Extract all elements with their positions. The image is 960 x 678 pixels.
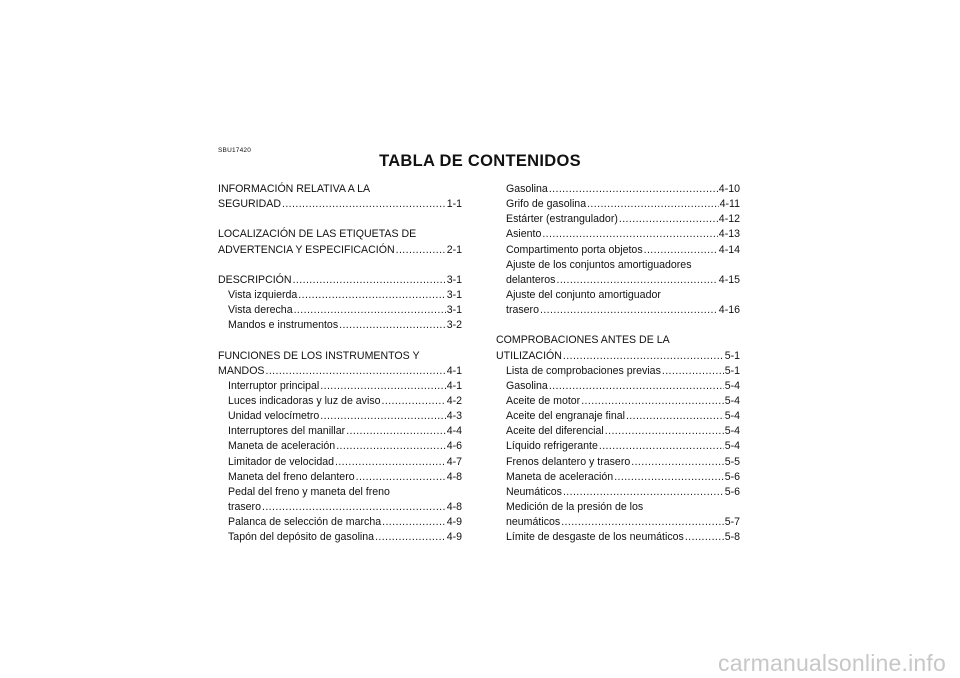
toc-entry-title: Asiento xyxy=(506,228,542,241)
toc-entry-title: Maneta de aceleración xyxy=(228,440,336,453)
toc-dot-leader xyxy=(339,318,446,333)
toc-subentry xyxy=(218,530,462,545)
toc-entry-title: Neumáticos xyxy=(506,485,562,498)
toc-entry-title: Gasolina xyxy=(506,183,548,195)
toc-subentry xyxy=(496,379,740,394)
toc-entry xyxy=(218,243,462,258)
toc-dot-leader xyxy=(294,303,446,318)
toc-entry-title: Palanca de selección de marcha xyxy=(228,516,382,529)
toc-entry-title: Medición de la presión de los xyxy=(506,500,644,513)
toc-dot-leader xyxy=(626,409,724,424)
toc-page-number: 4-8 xyxy=(446,500,462,513)
toc-entry-title: neumáticos xyxy=(506,516,561,529)
toc-entry-title: Lista de comprobaciones previas xyxy=(506,364,661,377)
toc-dot-leader xyxy=(375,530,446,545)
toc-dot-leader xyxy=(662,364,724,379)
page-title: TABLA DE CONTENIDOS xyxy=(379,152,581,170)
toc-dot-leader xyxy=(335,455,446,470)
toc-page-number: 4-8 xyxy=(446,470,462,483)
toc-dot-leader xyxy=(282,197,446,212)
toc-dot-leader xyxy=(685,530,724,545)
toc-entry xyxy=(496,349,740,364)
toc-entry-title: Aceite del diferencial xyxy=(506,425,604,438)
toc-subentry xyxy=(218,455,462,470)
toc-subentry xyxy=(218,515,462,530)
toc-subentry xyxy=(496,273,740,288)
toc-page-number: 4-2 xyxy=(446,394,462,407)
toc-page-number: 5-1 xyxy=(724,349,740,362)
toc-entry-title: trasero xyxy=(228,500,261,513)
toc-subentry xyxy=(496,424,740,439)
toc-subentry xyxy=(496,288,740,303)
toc-dot-leader xyxy=(549,379,724,394)
toc-entry-title: Grifo de gasolina xyxy=(506,198,587,211)
toc-entry-title: Interruptor principal xyxy=(228,379,320,392)
toc-page-number: 5-4 xyxy=(724,410,740,423)
toc-dot-leader xyxy=(587,197,718,212)
toc-subentry xyxy=(496,258,740,273)
toc-dot-leader xyxy=(293,273,446,288)
toc-entry-title: LOCALIZACIÓN DE LAS ETIQUETAS DE xyxy=(218,228,417,241)
toc-page-number: 4-6 xyxy=(446,440,462,453)
toc-entry-title: COMPROBACIONES ANTES DE LA xyxy=(496,334,670,347)
toc-subentry xyxy=(496,243,740,258)
toc-dot-leader xyxy=(556,273,717,288)
toc-subentry xyxy=(496,485,740,500)
toc-dot-leader xyxy=(298,288,445,303)
toc-page-number: 4-10 xyxy=(718,183,740,195)
watermark xyxy=(0,650,960,677)
toc-entry-title: SEGURIDAD xyxy=(218,198,281,211)
toc-entry-title: Ajuste de los conjuntos amortiguadores xyxy=(506,258,692,271)
toc-entry-title: Interruptores del manillar xyxy=(228,425,346,438)
toc-subentry xyxy=(496,227,740,242)
toc-entry-title: Limitador de velocidad xyxy=(228,455,334,468)
toc-entry-title: Maneta del freno delantero xyxy=(228,470,355,483)
toc-dot-leader xyxy=(542,227,717,242)
toc-entry-title: Mandos e instrumentos xyxy=(228,319,339,332)
toc-dot-leader xyxy=(356,470,446,485)
toc-page-number: 5-4 xyxy=(724,379,740,392)
toc-page-number: 3-1 xyxy=(446,288,462,301)
toc-spacer xyxy=(218,258,462,273)
toc-page-number: 5-1 xyxy=(724,364,740,377)
toc-page-number: 5-4 xyxy=(724,394,740,407)
toc-entry-title: FUNCIONES DE LOS INSTRUMENTOS Y xyxy=(218,349,420,362)
toc-entry-title: Compartimento porta objetos xyxy=(506,243,643,256)
toc-dot-leader xyxy=(561,515,724,530)
toc-entry xyxy=(218,227,462,242)
toc-entry-title: delanteros xyxy=(506,273,556,286)
toc-subentry xyxy=(496,212,740,227)
toc-page-number: 3-1 xyxy=(446,273,462,286)
toc-page-number: 4-15 xyxy=(718,273,740,286)
toc-subentry xyxy=(496,409,740,424)
toc-subentry xyxy=(496,500,740,515)
toc-page-number: 5-4 xyxy=(724,440,740,453)
toc-page-number: 4-16 xyxy=(718,304,740,317)
toc-page-number: 4-9 xyxy=(446,516,462,529)
toc-page-number: 4-7 xyxy=(446,455,462,468)
toc-page-number: 2-1 xyxy=(446,243,462,256)
toc-dot-leader xyxy=(346,424,446,439)
toc-page-number: 5-5 xyxy=(724,455,740,468)
toc-subentry xyxy=(496,182,740,197)
toc-spacer xyxy=(218,212,462,227)
toc-subentry xyxy=(218,409,462,424)
toc-subentry xyxy=(496,394,740,409)
toc-entry-title: Gasolina xyxy=(506,379,548,392)
toc-page-number: 4-14 xyxy=(718,243,740,256)
toc-entry-title: UTILIZACIÓN xyxy=(496,349,562,362)
toc-page-number: 4-4 xyxy=(446,425,462,438)
toc-entry-title: Luces indicadoras y luz de aviso xyxy=(228,394,381,407)
toc-dot-leader xyxy=(266,364,446,379)
toc-dot-leader xyxy=(320,379,445,394)
toc-entry xyxy=(496,333,740,348)
toc-page-number: 4-1 xyxy=(446,364,462,377)
toc-dot-leader xyxy=(396,243,446,258)
toc-dot-leader xyxy=(382,515,446,530)
toc-page-number: 5-4 xyxy=(724,425,740,438)
toc-page-number: 4-9 xyxy=(446,531,462,544)
toc-entry-title: Unidad velocímetro xyxy=(228,410,320,423)
toc-subentry xyxy=(496,455,740,470)
toc-entry-title: Maneta de aceleración xyxy=(506,470,614,483)
toc-subentry xyxy=(218,288,462,303)
toc-subentry xyxy=(218,485,462,500)
toc-subentry xyxy=(218,500,462,515)
toc-subentry xyxy=(496,364,740,379)
toc-entry-title: trasero xyxy=(506,304,539,317)
toc-subentry xyxy=(218,439,462,454)
toc-dot-leader xyxy=(540,303,718,318)
toc-entry xyxy=(218,364,462,379)
toc-subentry xyxy=(218,318,462,333)
toc-entry-title: Estárter (estrangulador) xyxy=(506,213,618,226)
toc-subentry xyxy=(218,470,462,485)
toc-page-number: 5-7 xyxy=(724,516,740,529)
toc-subentry xyxy=(496,439,740,454)
toc-page-number: 4-1 xyxy=(446,379,462,392)
toc-dot-leader xyxy=(605,424,724,439)
toc-subentry xyxy=(496,303,740,318)
toc-subentry xyxy=(496,515,740,530)
toc-entry-title: Aceite de motor xyxy=(506,394,581,407)
toc-entry-title: Vista izquierda xyxy=(228,288,298,301)
toc-dot-leader xyxy=(599,439,724,454)
toc-entry xyxy=(218,197,462,212)
toc-page-number: 3-1 xyxy=(446,304,462,317)
toc-entry-title: DESCRIPCIÓN xyxy=(218,273,292,286)
toc-dot-leader xyxy=(563,349,724,364)
toc-entry-title: Frenos delantero y trasero xyxy=(506,455,631,468)
toc-entry-title: Aceite del engranaje final xyxy=(506,410,625,423)
toc-page-number: 4-13 xyxy=(718,228,740,241)
toc-spacer xyxy=(218,333,462,348)
toc-page-number: 5-6 xyxy=(724,470,740,483)
toc-dot-leader xyxy=(631,455,723,470)
toc-entry-title: MANDOS xyxy=(218,364,265,377)
toc-spacer xyxy=(496,318,740,333)
toc-dot-leader xyxy=(644,243,718,258)
toc-dot-leader xyxy=(614,470,724,485)
toc-entry-title: Límite de desgaste de los neumáticos xyxy=(506,531,684,544)
toc-dot-leader xyxy=(382,394,446,409)
watermark-text: carmanualsonline.info xyxy=(718,650,946,676)
toc-entry xyxy=(218,273,462,288)
toc-dot-leader xyxy=(549,182,718,197)
toc-subentry xyxy=(496,470,740,485)
toc-subentry xyxy=(218,379,462,394)
toc-column-right xyxy=(496,182,740,545)
toc-page-number: 4-3 xyxy=(446,410,462,423)
toc-entry-title: Tapón del depósito de gasolina xyxy=(228,531,375,544)
toc-subentry xyxy=(218,303,462,318)
document-code: SBU17420 xyxy=(218,147,252,154)
toc-dot-leader xyxy=(262,500,446,515)
toc-dot-leader xyxy=(336,439,446,454)
toc-dot-leader xyxy=(320,409,445,424)
toc-page-number: 1-1 xyxy=(446,198,462,211)
toc-page-number: 3-2 xyxy=(446,319,462,332)
toc-entry xyxy=(218,349,462,364)
toc-entry xyxy=(218,182,462,197)
toc-entry-title: Ajuste del conjunto amortiguador xyxy=(506,288,661,301)
toc-subentry xyxy=(496,530,740,545)
toc-dot-leader xyxy=(619,212,718,227)
toc-entry-title: Pedal del freno y maneta del freno xyxy=(228,485,390,498)
toc-page-number: 4-11 xyxy=(719,198,740,211)
toc-dot-leader xyxy=(581,394,723,409)
toc-entry-title: Líquido refrigerante xyxy=(506,440,598,453)
toc-subentry xyxy=(496,197,740,212)
toc-entry-title: INFORMACIÓN RELATIVA A LA xyxy=(218,183,371,195)
toc-page-number: 4-12 xyxy=(718,213,740,226)
toc-entry-title: ADVERTENCIA Y ESPECIFICACIÓN xyxy=(218,243,395,256)
toc-entry-title: Vista derecha xyxy=(228,304,293,317)
toc-page-number: 5-8 xyxy=(724,531,740,544)
toc-subentry xyxy=(218,424,462,439)
toc-column-left xyxy=(218,182,462,545)
toc-page-number: 5-6 xyxy=(724,485,740,498)
toc-dot-leader xyxy=(563,485,724,500)
toc-subentry xyxy=(218,394,462,409)
